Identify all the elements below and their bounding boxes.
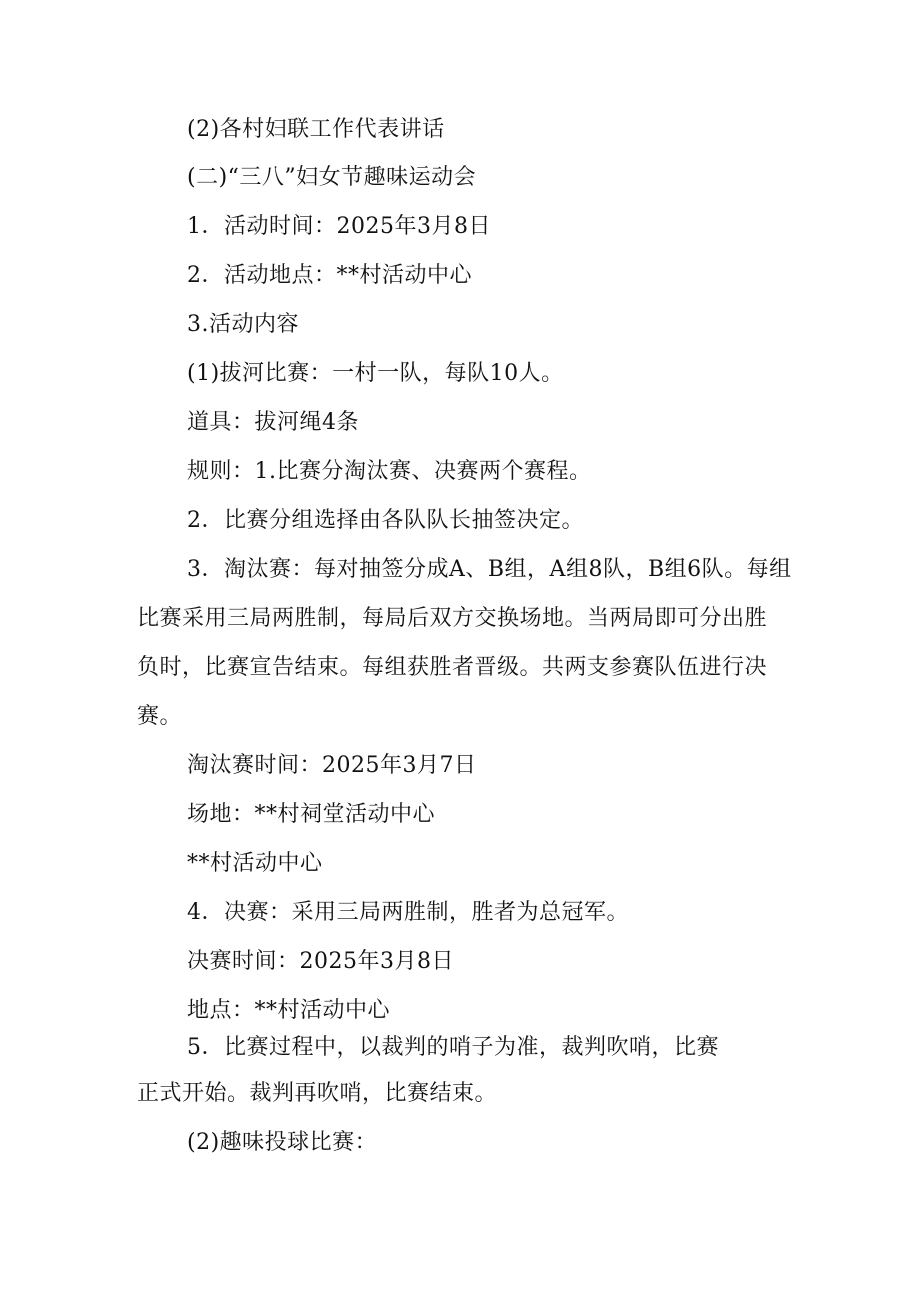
text-line: 5．比赛过程中，以裁判的哨子为准，裁判吹哨，比赛: [187, 1035, 719, 1060]
text-line: 比赛采用三局两胜制，每局后双方交换场地。当两局即可分出胜: [137, 606, 768, 631]
text-line: 场地：**村祠堂活动中心: [187, 802, 436, 827]
text-line: 3．淘汰赛：每对抽签分成A、B组，A组8队，B组6队。每组: [187, 557, 792, 582]
text-line: 负时，比赛宣告结束。每组获胜者晋级。共两支参赛队伍进行决: [137, 655, 768, 680]
text-line: 赛。: [137, 704, 183, 729]
text-line: 决赛时间：2025年3月8日: [187, 949, 454, 974]
text-line: (1)拔河比赛：一村一队，每队10人。: [187, 361, 564, 386]
section-heading: (二)“三八”妇女节趣味运动会: [187, 165, 477, 190]
text-line: (2)趣味投球比赛：: [187, 1130, 378, 1155]
text-line: (2)各村妇联工作代表讲话: [187, 117, 445, 142]
text-line: 道具：拔河绳4条: [187, 410, 359, 435]
text-line: 淘汰赛时间：2025年3月7日: [187, 753, 477, 778]
text-line: 正式开始。裁判再吹哨，比赛结束。: [137, 1081, 498, 1106]
text-line: 2．比赛分组选择由各队队长抽签决定。: [187, 508, 584, 533]
text-line: **村活动中心: [187, 851, 323, 876]
text-line: 2．活动地点：**村活动中心: [187, 263, 472, 288]
text-line: 规则：1.比赛分淘汰赛、决赛两个赛程。: [187, 459, 592, 484]
text-line: 4．决赛：采用三局两胜制，胜者为总冠军。: [187, 900, 629, 925]
text-line: 1．活动时间：2025年3月8日: [187, 214, 491, 239]
text-line: 地点：**村活动中心: [187, 998, 391, 1023]
subsection-heading: 3.活动内容: [187, 312, 299, 337]
